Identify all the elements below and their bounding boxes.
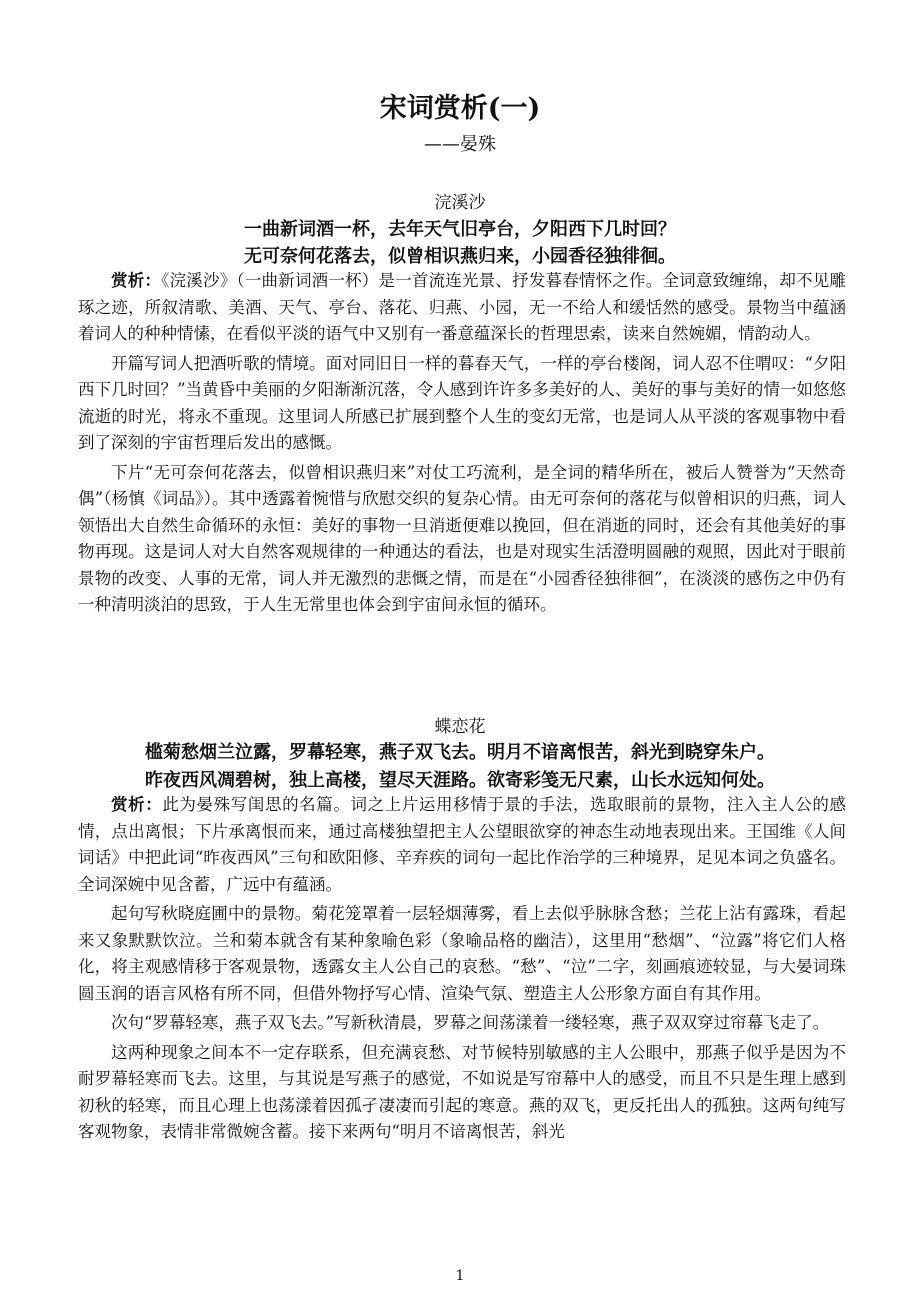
poem1-line-1: 一曲新词酒一杯，去年天气旧亭台，夕阳西下几时回？: [244, 219, 676, 240]
poem1-title: 浣溪沙: [434, 193, 486, 213]
poem1-paragraph-1-text: 《浣溪沙》（一曲新词酒一杯）是一首流连光景、抒发暮春情怀之作。全词意致缠绵，却不见雕琢之迹，所叙清歌、美酒、天气、亭台、落花、归燕、小园，无一不给人和缓恬然的感受。景物当中蕴涵着词人的种种情愫，在看似平淡的语气中又别有一番意蕴深长的哲理思索，读来自然婉媚，情韵动人。: [78, 271, 847, 343]
poem2-commentary-label: 赏析：: [111, 795, 163, 814]
page-number: 1: [455, 1268, 465, 1284]
author-line: ——晏殊: [424, 134, 496, 155]
poem2-title: 蝶恋花: [434, 717, 486, 737]
poem2-paragraph-4: 这两种现象之间本不一定存联系，但充满哀愁、对节候特别敏感的主人公眼中，那燕子似乎是因为不耐罗幕轻寒而飞去。这里，与其说是写燕子的感觉，不如说是写帘幕中人的感受，而且不只是生理上感到初秋的轻寒，而且心理上也荡漾着因孤孑凄凄而引起的寒意。燕的双飞，更反托出人的孤独。这两句纯写客观物象，表情非常微婉含蓄。接下来两句“明月不谙离恨苦，斜光: [78, 1042, 846, 1141]
poem2-paragraph-1-text: 此为晏殊写闺思的名篇。词之上片运用移情于景的手法，选取眼前的景物，注入主人公的感情，点出离恨；下片承离恨而来，通过高楼独望把主人公望眼欲穿的神态生动地表现出来。王国维《人间词话》中把此词“昨夜西风”三句和欧阳修、辛弃疾的词句一起比作治学的三种境界，足见本词之负盛名。全词深婉中见含蓄，广远中有蕴涵。: [78, 795, 847, 894]
poem1-line-2: 无可奈何花落去，似曾相识燕归来，小园香径独徘徊。: [244, 246, 676, 267]
poem1-paragraph-2: 开篇写词人把酒听歌的情境。面对同旧日一样的暮春天气，一样的亭台楼阁，词人忍不住喟叹：“夕阳西下几时回？”当黄昏中美丽的夕阳渐渐沉落，令人感到许许多多美好的人、美好的事与美好的情一如悠悠流逝的时光，将永不重现。这里词人所感已扩展到整个人生的变幻无常，也是词人从平淡的客观事物中看到了深刻的宇宙哲理后发出的感慨。: [78, 353, 846, 452]
poem1-commentary-label: 赏析：: [111, 271, 162, 290]
poem1-commentary: [78, 268, 846, 622]
poem2-paragraph-3: 次句“罗幕轻寒，燕子双飞去。”写新秋清晨，罗幕之间荡漾着一缕轻寒，燕子双双穿过帘幕飞走了。: [111, 1013, 830, 1032]
poem2-commentary: [78, 792, 846, 1149]
poem2-paragraph-2: 起句写秋晓庭圃中的景物。菊花笼罩着一层轻烟薄雾，看上去似乎脉脉含愁；兰花上沾有露珠，看起来又象默默饮泣。兰和菊本就含有某种象喻色彩（象喻品格的幽洁），这里用“愁烟”、“泣露”将它们人格化，将主观感情移于客观景物，透露女主人公自己的哀愁。“愁”、“泣”二字，刻画痕迹较显，与大晏词珠圆玉润的语言风格有所不同，但借外物抒写心情、渲染气氛、塑造主人公形象方面自有其作用。: [78, 904, 846, 1003]
poem2-line-1: 槛菊愁烟兰泣露，罗幕轻寒，燕子双飞去。明月不谙离恨苦，斜光到晓穿朱户。: [145, 742, 775, 763]
poem2-paragraph-1: [78, 792, 846, 898]
poem1-paragraph-1: [78, 268, 846, 348]
poem2-line-2: 昨夜西风凋碧树，独上高楼，望尽天涯路。欲寄彩笺无尺素，山长水远知何处。: [145, 770, 775, 791]
document-title: 宋词赏析(一): [379, 93, 541, 124]
poem1-paragraph-3: 下片“无可奈何花落去，似曾相识燕归来”对仗工巧流利，是全词的精华所在，被后人赞誉为“天然奇偶”（杨慎《词品》）。其中透露着惋惜与欣慰交织的复杂心情。由无可奈何的落花与似曾相识的归燕，词人领悟出大自然生命循环的永恒：美好的事物一旦消逝便难以挽回，但在消逝的同时，还会有其他美好的事物再现。这是词人对大自然客观规律的一种通达的看法，也是对现实生活澄明圆融的观照，因此对于眼前景物的改变、人事的无常，词人并无激烈的悲慨之情，而是在“小园香径独徘徊”，在淡淡的感伤之中仍有一种清明淡泊的思致，于人生无常里也体会到宇宙间永恒的循环。: [78, 462, 846, 614]
